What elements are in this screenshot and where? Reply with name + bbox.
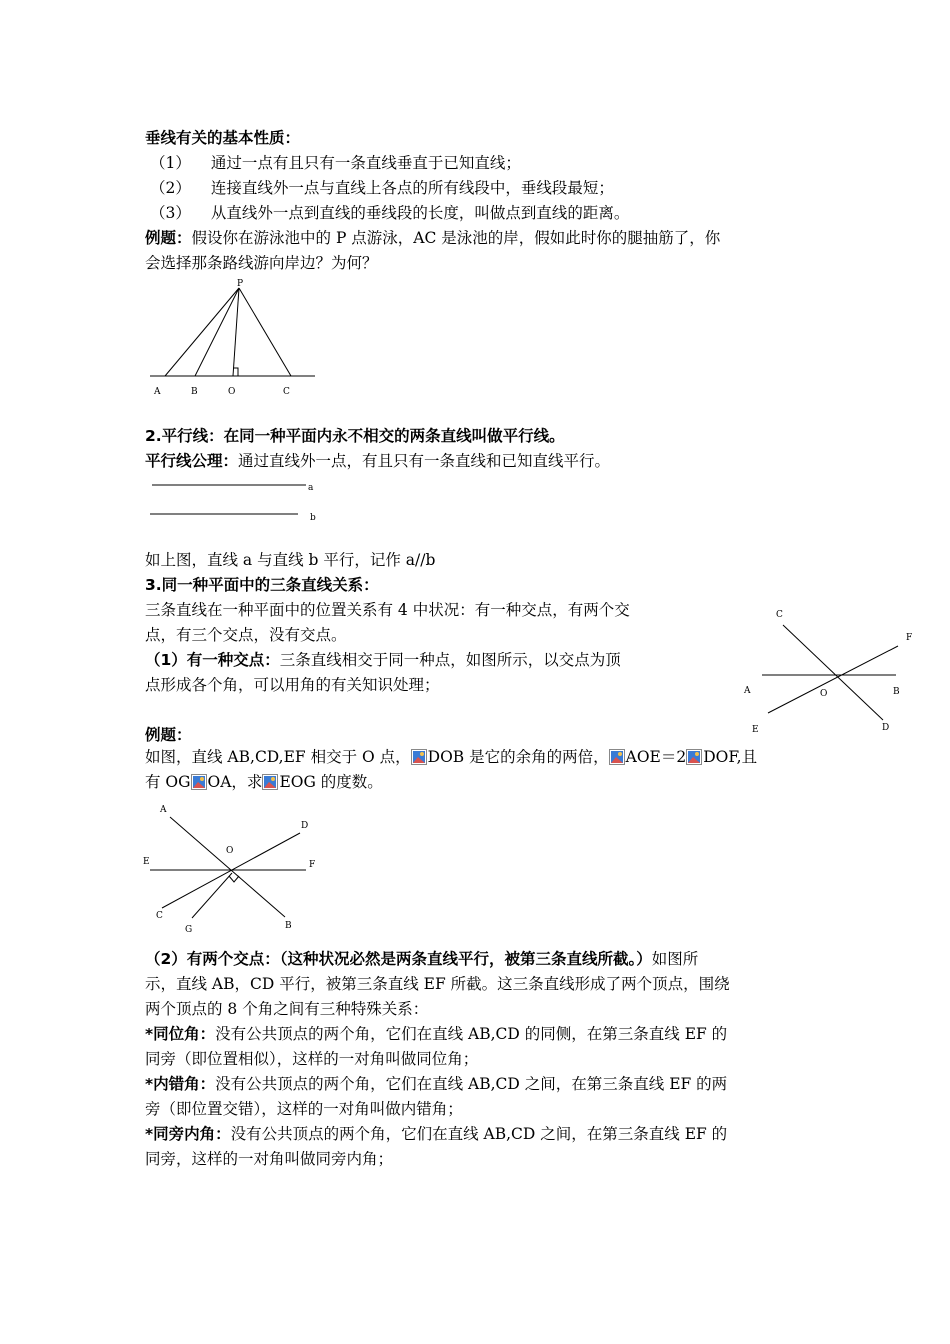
- label-a: A: [744, 686, 751, 696]
- corresponding-line2: 同旁（即位置相似），这样的一对角叫做同位角；: [145, 1050, 479, 1068]
- same-side-text1: 没有公共顶点的两个角，它们在直线 AB,CD 之间，在第三条直线 EF 的: [230, 1125, 728, 1143]
- angle-image-icon: [609, 749, 625, 765]
- label-c: C: [283, 387, 290, 397]
- example1-line2: 会选择那条路线游向岸边？为何？: [145, 254, 378, 272]
- case2-line3: 两个顶点的 8 个角之间有三种特殊关系：: [145, 1000, 429, 1018]
- example2-l2-c: EOG 的度数。: [279, 773, 383, 791]
- property-2-num: （2）: [150, 179, 191, 197]
- example1-line1: [145, 226, 720, 251]
- label-o: O: [226, 846, 234, 856]
- same-side-label: *同旁内角：: [145, 1125, 231, 1143]
- label-f: F: [906, 633, 913, 643]
- axiom-text: 通过直线外一点，有且只有一条直线和已知直线平行。: [238, 452, 611, 470]
- section1-title: 垂线有关的基本性质：: [145, 129, 301, 147]
- three-lines-diagram-left: [140, 800, 330, 940]
- three-lines-diagram-right: [738, 600, 918, 740]
- label-line-a: a: [308, 483, 314, 493]
- label-c: C: [776, 610, 783, 620]
- example2-l1-a: 如图，直线 AB,CD,EF 相交于 O 点，: [145, 748, 411, 766]
- parallel-note: 如上图，直线 a 与直线 b 平行，记作 a//b: [145, 551, 436, 569]
- property-3-num: （3）: [150, 204, 191, 222]
- section2-title: 2.平行线：在同一种平面内永不相交的两条直线叫做平行线。: [145, 427, 565, 445]
- corresponding-line1: [145, 1022, 727, 1047]
- label-e: E: [752, 725, 759, 735]
- label-f: F: [309, 860, 316, 870]
- alternate-line1: [145, 1072, 727, 1097]
- example1-text: 假设你在游泳池中的 P 点游泳，AC 是泳池的岸，假如此时你的腿抽筋了，你: [191, 229, 721, 247]
- angle-image-icon: [262, 774, 278, 790]
- example2-l1-d: DOF,且: [703, 748, 758, 766]
- label-o: O: [228, 387, 236, 397]
- label-e: E: [143, 857, 150, 867]
- example2-line1: [145, 745, 757, 770]
- alternate-text1: 没有公共顶点的两个角，它们在直线 AB,CD 之间，在第三条直线 EF 的两: [215, 1075, 728, 1093]
- property-3: [150, 201, 629, 226]
- angle-image-icon: [686, 749, 702, 765]
- case1-line1: [145, 648, 621, 673]
- same-side-line2: 同旁，这样的一对角叫做同旁内角；: [145, 1150, 394, 1168]
- ray-og: [192, 873, 232, 918]
- property-3-text: 从直线外一点到直线的垂线段的长度，叫做点到直线的距离。: [210, 204, 630, 222]
- label-a: A: [160, 805, 167, 815]
- example2-l2-b: OA，求: [207, 773, 263, 791]
- example2-label: 例题：: [145, 726, 192, 744]
- angle-image-icon: [411, 749, 427, 765]
- corresponding-label: *同位角：: [145, 1025, 216, 1043]
- property-2: [150, 176, 614, 201]
- case1-line2: 点形成各个角，可以用角的有关知识处理；: [145, 676, 440, 694]
- label-d: D: [882, 723, 890, 733]
- label-g: G: [185, 925, 193, 935]
- case2-label: （2）有两个交点：（这种状况必然是两条直线平行，被第三条直线所截。）: [145, 950, 652, 968]
- segment-po: [233, 288, 239, 376]
- line-ab: [170, 817, 285, 917]
- parallel-lines-diagram: [145, 476, 330, 526]
- corresponding-text1: 没有公共顶点的两个角，它们在直线 AB,CD 的同侧，在第三条直线 EF 的: [215, 1025, 728, 1043]
- perpendicular-image-icon: [191, 774, 207, 790]
- property-1-num: （1）: [150, 154, 191, 172]
- example2-l1-b: DOB 是它的余角的两倍，: [427, 748, 609, 766]
- axiom-label: 平行线公理：: [145, 452, 239, 470]
- example2-l1-c: AOE＝2: [625, 748, 687, 766]
- case2-line1: [145, 947, 698, 972]
- label-o: O: [820, 689, 828, 699]
- property-1: [150, 151, 521, 176]
- section3-title: 3.同一种平面中的三条直线关系：: [145, 576, 379, 594]
- label-b: B: [285, 921, 292, 931]
- section3-intro-line1: 三条直线在一种平面中的位置关系有 4 中状况：有一种交点，有两个交: [145, 601, 630, 619]
- perpendicular-diagram: [145, 278, 325, 403]
- label-line-b: b: [310, 513, 316, 523]
- right-angle-mark: [229, 876, 239, 882]
- label-a: A: [154, 387, 161, 397]
- label-d: D: [301, 821, 309, 831]
- same-side-line1: [145, 1122, 727, 1147]
- property-2-text: 连接直线外一点与直线上各点的所有线段中，垂线段最短；: [210, 179, 614, 197]
- example1-label: 例题：: [145, 229, 192, 247]
- label-b: B: [893, 687, 900, 697]
- line-ef: [768, 646, 898, 713]
- case2-line2: 示，直线 AB，CD 平行，被第三条直线 EF 所截。这三条直线形成了两个顶点，围绕: [145, 975, 730, 993]
- case1-text1: 三条直线相交于同一种点，如图所示，以交点为顶: [279, 651, 621, 669]
- case1-label: （1）有一种交点：: [145, 651, 280, 669]
- label-c: C: [156, 911, 163, 921]
- label-b: B: [191, 387, 198, 397]
- parallel-axiom: [145, 449, 610, 474]
- section3-intro-line2: 点，有三个交点，没有交点。: [145, 626, 347, 644]
- line-cd: [783, 625, 883, 720]
- example2-line2: [145, 770, 383, 795]
- example2-l2-a: 有 OG: [145, 773, 191, 791]
- segment-pc: [239, 288, 291, 376]
- case2-line1-tail: 如图所: [651, 950, 699, 968]
- property-1-text: 通过一点有且只有一条直线垂直于已知直线；: [210, 154, 521, 172]
- label-p: P: [237, 279, 244, 289]
- alternate-line2: 旁（即位置交错），这样的一对角叫做内错角；: [145, 1100, 463, 1118]
- alternate-label: *内错角：: [145, 1075, 216, 1093]
